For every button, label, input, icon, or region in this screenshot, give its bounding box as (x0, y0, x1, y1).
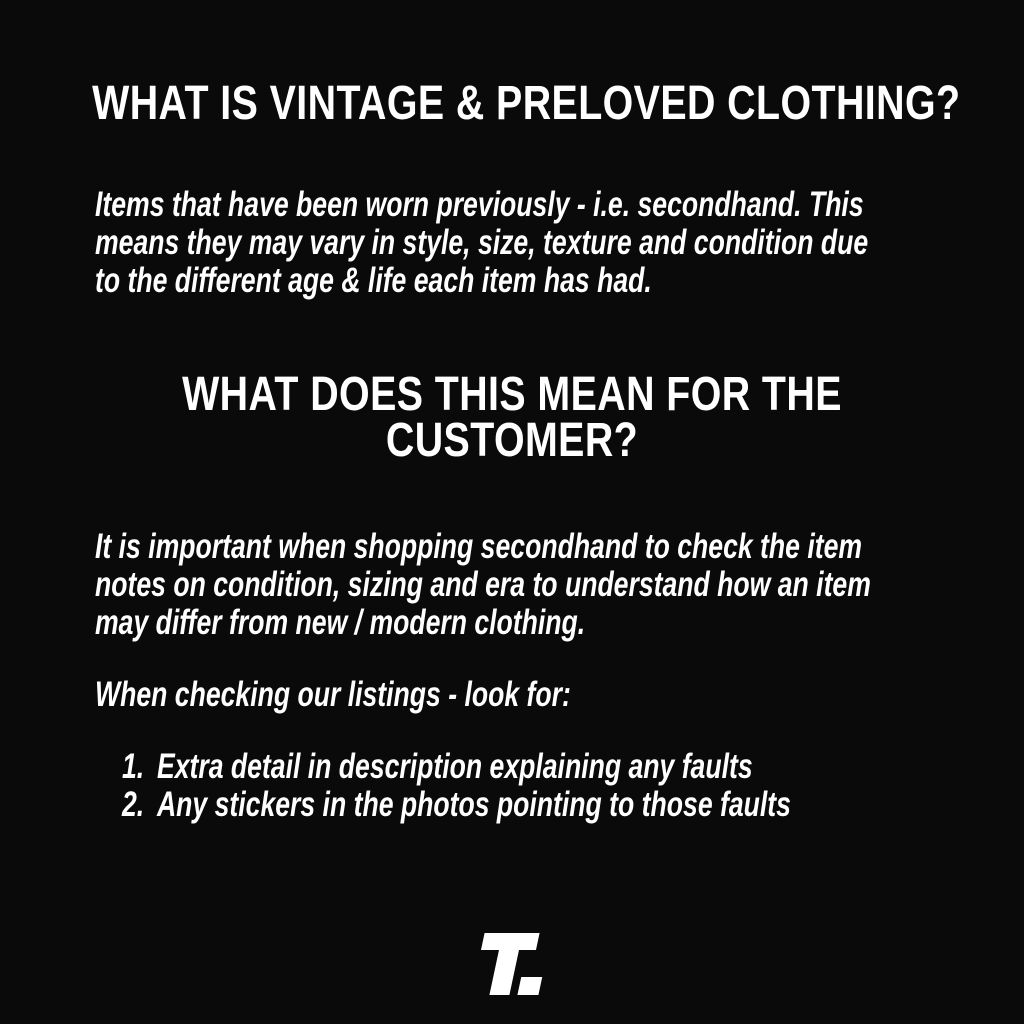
checklist-item-text: Any stickers in the photos pointing to those faults (156, 785, 791, 824)
secondary-heading (92, 368, 932, 467)
checklist-item-text: Extra detail in description explaining any faults (156, 747, 753, 786)
checklist-item (122, 748, 791, 786)
logo-t-stem (489, 950, 519, 995)
checklist (122, 748, 791, 824)
customer-line: notes on condition, sizing and era to understand how an item (95, 565, 871, 604)
intro-line: Items that have been worn previously - i.e. secondhand. This (95, 185, 864, 224)
customer-line: may differ from new / modern clothing. (95, 603, 586, 642)
intro-paragraph (95, 186, 868, 300)
listings-intro: When checking our listings - look for: (95, 675, 571, 714)
logo-period-dot (517, 977, 542, 995)
customer-line: It is important when shopping secondhand to check the item (95, 527, 863, 566)
checklist-item-number: 2. (122, 785, 145, 824)
customer-paragraph (95, 528, 871, 642)
intro-line: to the different age & life each item has had. (95, 261, 652, 300)
main-heading: WHAT IS VINTAGE & PRELOVED CLOTHING? (92, 77, 961, 130)
secondary-heading-line: CUSTOMER? (385, 414, 639, 467)
checklist-item-number: 1. (122, 747, 145, 786)
checklist-item (122, 786, 791, 824)
brand-logo-t-icon (471, 933, 552, 995)
secondary-heading-line: WHAT DOES THIS MEAN FOR THE (182, 368, 842, 421)
intro-line: means they may vary in style, size, texture and condition due (95, 223, 869, 262)
logo-t-crossbar (481, 933, 540, 950)
